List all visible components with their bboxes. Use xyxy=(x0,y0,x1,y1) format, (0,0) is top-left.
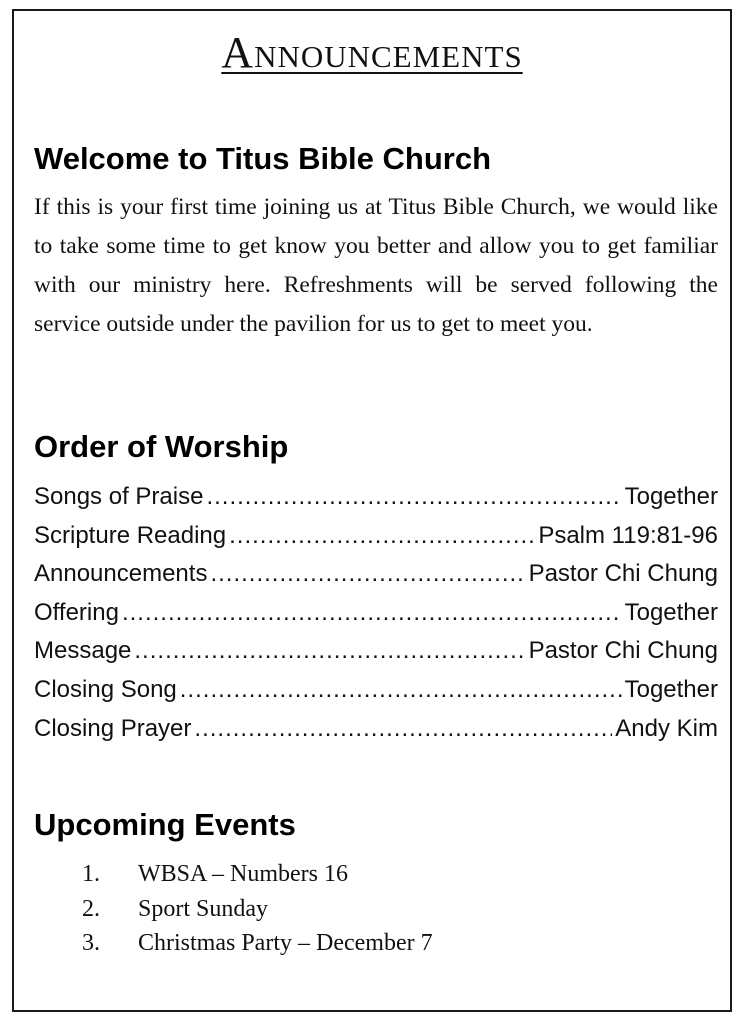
order-item: Announcements xyxy=(34,560,208,588)
list-item-number: 2. xyxy=(82,895,100,922)
order-row xyxy=(34,632,718,671)
order-row xyxy=(34,710,718,749)
dot-leader xyxy=(122,594,622,633)
welcome-paragraph: If this is your first time joining us at Titus Bible Church, we would like to take some time to get know you better and allow you to get familiar with our ministry here. Refreshments will be served following the service outside under the pavilion for us to get to meet you. xyxy=(34,194,718,337)
order-leader: Andy Kim xyxy=(615,714,718,742)
order-row xyxy=(34,478,718,517)
dot-leader xyxy=(134,632,525,671)
list-item-text: Christmas Party – December 7 xyxy=(138,930,433,956)
order-item: Message xyxy=(34,637,132,665)
dot-leader xyxy=(210,555,525,594)
list-item xyxy=(82,926,682,961)
order-leader: Together xyxy=(624,483,718,510)
order-item: Closing Prayer xyxy=(34,714,192,742)
order-leader: Pastor Chi Chung xyxy=(528,637,718,665)
order-row xyxy=(34,555,718,594)
dot-leader xyxy=(206,478,621,517)
order-leader: Together xyxy=(624,675,718,703)
announcement-sheet xyxy=(12,9,732,1012)
upcoming-events-heading: Upcoming Events xyxy=(34,807,296,842)
list-item-text: WBSA – Numbers 16 xyxy=(138,861,348,887)
order-item: Closing Song xyxy=(34,675,177,703)
order-leader: Psalm 119:81-96 xyxy=(538,521,718,549)
order-row xyxy=(34,517,718,556)
welcome-heading: Welcome to Titus Bible Church xyxy=(34,141,492,176)
dot-leader xyxy=(229,517,535,556)
order-item: Scripture Reading xyxy=(34,521,227,549)
dot-leader xyxy=(180,671,622,710)
list-item-number: 1. xyxy=(82,861,100,887)
order-of-worship-heading: Order of Worship xyxy=(34,429,289,464)
order-item: Offering xyxy=(34,598,119,626)
page-title xyxy=(14,28,730,77)
order-leader: Together xyxy=(624,598,718,626)
order-row xyxy=(34,671,718,710)
list-item xyxy=(82,892,682,927)
page-title-text: Announcements xyxy=(221,28,523,77)
list-item-number: 3. xyxy=(82,930,100,956)
order-row xyxy=(34,594,718,633)
list-item xyxy=(82,857,682,892)
order-of-worship-list xyxy=(34,478,718,748)
order-leader: Pastor Chi Chung xyxy=(528,560,718,588)
list-item-text: Sport Sunday xyxy=(138,895,269,922)
dot-leader xyxy=(194,710,612,749)
order-item: Songs of Praise xyxy=(34,483,204,510)
upcoming-events-list xyxy=(82,857,682,961)
